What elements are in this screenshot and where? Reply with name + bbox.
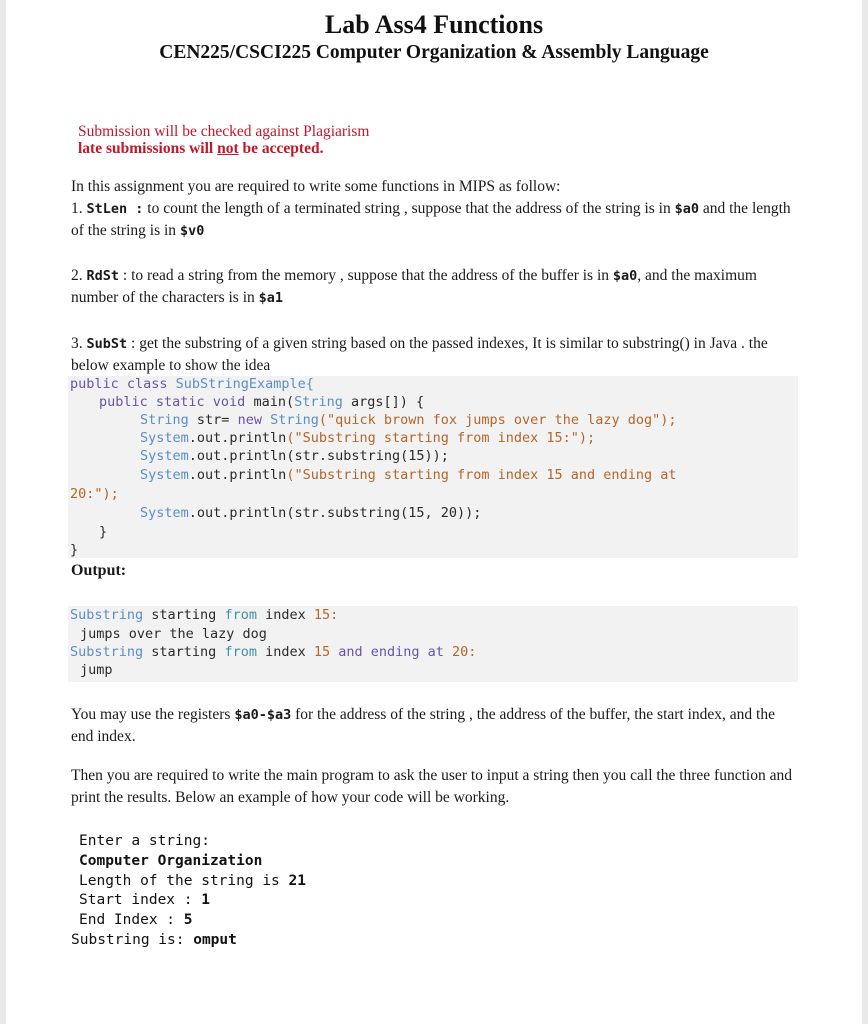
item-1-register-v0: $v0 — [179, 223, 205, 239]
plagiarism-notice — [78, 123, 369, 157]
item-1 — [71, 198, 801, 242]
output-line-1 — [70, 607, 338, 623]
intro-text: In this assignment you are required to write some functions in MIPS as follow: — [71, 178, 561, 195]
intro-paragraph — [71, 176, 801, 242]
output-text: and ending at — [330, 644, 453, 660]
item-3-text: : get the substring of a given string based on the passed indexes, It is similar to substring() in Java . the below example to show the idea — [71, 335, 768, 374]
output-text: starting — [143, 644, 225, 660]
code-text: str= — [188, 412, 238, 428]
output-line-4: jump — [80, 662, 113, 678]
code-keyword: public class — [70, 376, 176, 392]
code-text: .out.println(str.substring(15)); — [188, 448, 449, 464]
registers-paragraph — [71, 704, 801, 748]
item-3 — [71, 333, 801, 377]
output-text: 20: — [452, 644, 477, 660]
console-line-4 — [71, 891, 571, 911]
item-1-function-name: StLen : — [86, 201, 144, 217]
output-text: index — [256, 607, 314, 623]
code-line-4 — [140, 430, 595, 446]
output-line-2: jumps over the lazy dog — [80, 626, 267, 642]
item-1-text-b: and the length of the string is in — [71, 200, 791, 239]
notice-text-end: be accepted. — [238, 140, 324, 157]
console-label: End Index : — [79, 912, 184, 929]
code-line-2 — [99, 394, 424, 410]
code-class-name: SubStringExample — [175, 376, 306, 392]
code-string: ("Substring starting from index 15 and ending at — [286, 467, 677, 483]
notice-underlined: not — [217, 140, 239, 157]
notice-line-2 — [78, 140, 369, 157]
code-line-7: 20:"); — [70, 486, 119, 502]
main-program-paragraph: Then you are required to write the main program to ask the user to input a string then you call the three function and print the results. Below an example of how your code will be working. — [71, 767, 792, 806]
code-type: String — [294, 394, 343, 410]
output-text: from — [224, 607, 257, 623]
code-text: main( — [253, 394, 295, 410]
item-2-text-b: , and the maximum number of the characters is in — [71, 267, 757, 306]
item-2-register-a0: $a0 — [612, 268, 638, 284]
code-line-5 — [140, 448, 449, 464]
console-example — [71, 832, 571, 951]
item-2-text: : to read a string from the memory , suppose that the address of the buffer is in — [119, 267, 613, 284]
item-1-register-a0: $a0 — [674, 201, 699, 217]
output-text: starting — [143, 607, 225, 623]
output-text: index — [256, 644, 314, 660]
item-3-function-name: SubSt — [86, 336, 128, 352]
code-type: String — [140, 412, 189, 428]
code-text: args[]) { — [342, 394, 425, 410]
item-2-function-name: RdSt — [86, 268, 120, 284]
console-label: Substring is: — [71, 931, 194, 948]
output-text: 15 — [313, 644, 331, 660]
console-line-3 — [71, 872, 571, 892]
console-label: Length of the string is — [79, 872, 289, 889]
code-text: .out.println(str.substring(15, 20)); — [188, 505, 482, 521]
notice-line-1: Submission will be checked against Plagiarism — [78, 123, 370, 140]
output-text: Substring — [70, 607, 144, 623]
course-subtitle: CEN225/CSCI225 Computer Organization & Assembly Language — [159, 42, 709, 63]
output-text: from — [224, 644, 257, 660]
item-2 — [71, 265, 801, 309]
code-text: .out.println — [188, 467, 287, 483]
java-code-example — [68, 376, 798, 558]
code-line-6 — [140, 467, 676, 483]
item-1-number: 1. — [71, 200, 87, 217]
console-line-6 — [71, 931, 571, 951]
registers-text-b: for the address of the string , the address of the buffer, the start index, and the end index. — [71, 706, 775, 745]
code-string: ("quick brown fox jumps over the lazy dog"); — [318, 412, 677, 428]
code-type: System — [140, 505, 189, 521]
code-keyword: new — [237, 412, 271, 428]
code-line-8 — [140, 505, 481, 521]
output-label: Output: — [71, 562, 127, 579]
code-line-1 — [70, 376, 314, 392]
code-type: System — [140, 430, 189, 446]
console-value: 21 — [288, 872, 306, 889]
output-line-3 — [70, 644, 476, 660]
code-line-9: } — [99, 524, 108, 540]
output-text: 15: — [313, 607, 339, 623]
item-2-register-a1: $a1 — [258, 290, 284, 306]
console-value: 1 — [201, 892, 210, 909]
registers-text: You may use the registers — [71, 706, 235, 723]
page-edge-left — [0, 0, 6, 1024]
item-2-number: 2. — [71, 267, 87, 284]
code-brace: { — [305, 376, 314, 392]
registers-range: $a0-$a3 — [234, 707, 292, 723]
output-text: Substring — [70, 644, 144, 660]
console-line-1: Enter a string: — [79, 833, 210, 849]
code-text: .out.println — [188, 430, 287, 446]
page-edge-right — [862, 0, 868, 1024]
code-string: ("Substring starting from index 15:"); — [286, 430, 596, 446]
code-line-3 — [140, 412, 676, 428]
console-value: omput — [193, 931, 237, 948]
code-type: System — [140, 448, 189, 464]
console-value: 5 — [183, 912, 193, 929]
code-type: String — [270, 412, 319, 428]
code-line-10: } — [70, 542, 79, 558]
console-line-5 — [71, 911, 571, 931]
item-3-number: 3. — [71, 335, 87, 352]
page-title: Lab Ass4 Functions — [324, 10, 544, 39]
notice-text: late submissions will — [78, 140, 218, 157]
console-label: Start index : — [79, 892, 202, 909]
console-line-2: Computer Organization — [79, 852, 263, 869]
code-type: System — [140, 467, 189, 483]
item-1-text: to count the length of a terminated string , suppose that the address of the string is in — [143, 200, 675, 217]
code-keyword: public static void — [99, 394, 254, 410]
java-output-example — [68, 606, 798, 682]
